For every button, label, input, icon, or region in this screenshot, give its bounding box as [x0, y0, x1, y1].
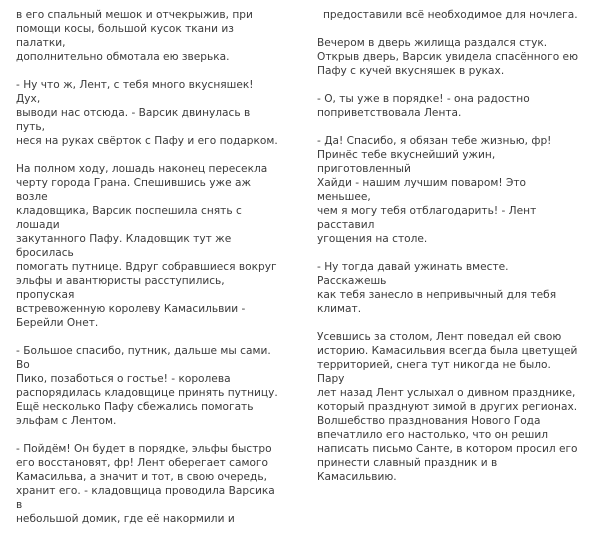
- paragraph: Усевшись за столом, Лент поведал ей свою историю. Камасильвия всегда была цветущей территорией, снега тут никогда не было. Пару лет назад Лент услыхал о дивном празднике, который празднуют зимой в других регионах. Волшебство празднования Нового Года впечатлило его настолько, что он решил написать письмо Санте, в котором просил его принести славный праздник и в Камасильвию.: [317, 331, 578, 483]
- paragraph: предоставили всё необходимое для ночлега.: [323, 9, 578, 21]
- paragraph: - О, ты уже в порядке! - она радостно поприветствовала Лента.: [317, 93, 530, 119]
- paragraph: - Ну тогда давай ужинать вместе. Расскажешь как тебя занесло в непривычный для тебя климат.: [317, 261, 557, 315]
- paragraph: - Ну что ж, Лент, с тебя много вкусняшек! Дух, выводи нас отсюда. - Варсик двинулась в путь, неся на руках свёрток с Пафу и его подарком.: [16, 79, 278, 147]
- right-text-column: [317, 8, 579, 498]
- paragraph: - Большое спасибо, путник, дальше мы сами. Во Пико, позаботься о гостье! - королева распорядилась кладовщице принять путницу. Ещё несколько Пафу сбежались помогать эльфам с Лентом.: [16, 345, 278, 427]
- paragraph: Вечером в дверь жилища раздался стук. Открыв дверь, Варсик увидела спасённого ею Пафу с кучей вкусняшек в руках.: [317, 37, 578, 77]
- paragraph: - Да! Спасибо, я обязан тебе жизнью, фр! Принёс тебе вкуснейший ужин, приготовленный Хайди - нашим лучшим поваром! Это меньшее, чем я могу тебя отблагодарить! - Лент расставил угощения на столе.: [317, 135, 552, 245]
- paragraph: в его спальный мешок и отчекрыжив, при помощи косы, большой кусок ткани из палатки, дополнительно обмотала ею зверька.: [16, 9, 253, 63]
- left-text-column: [16, 8, 278, 540]
- paragraph: На полном ходу, лошадь наконец пересекла черту города Грана. Спешившись уже аж возле кладовщика, Варсик поспешила снять с лошади закутанного Пафу. Кладовщик тут же бросилась помогать путнице. Вдруг собравшиеся вокруг эльфы и авантюристы расступились, пропуская встревоженную королеву Камасильвии - Берейли Онет.: [16, 163, 277, 329]
- paragraph: - Пойдём! Он будет в порядке, эльфы быстро его восстановят, фр! Лент оберегает самого Камасильва, а значит и тот, в свою очередь, хранит его. - кладовщица проводила Варсика в небольшой домик, где её накормили и: [16, 443, 275, 525]
